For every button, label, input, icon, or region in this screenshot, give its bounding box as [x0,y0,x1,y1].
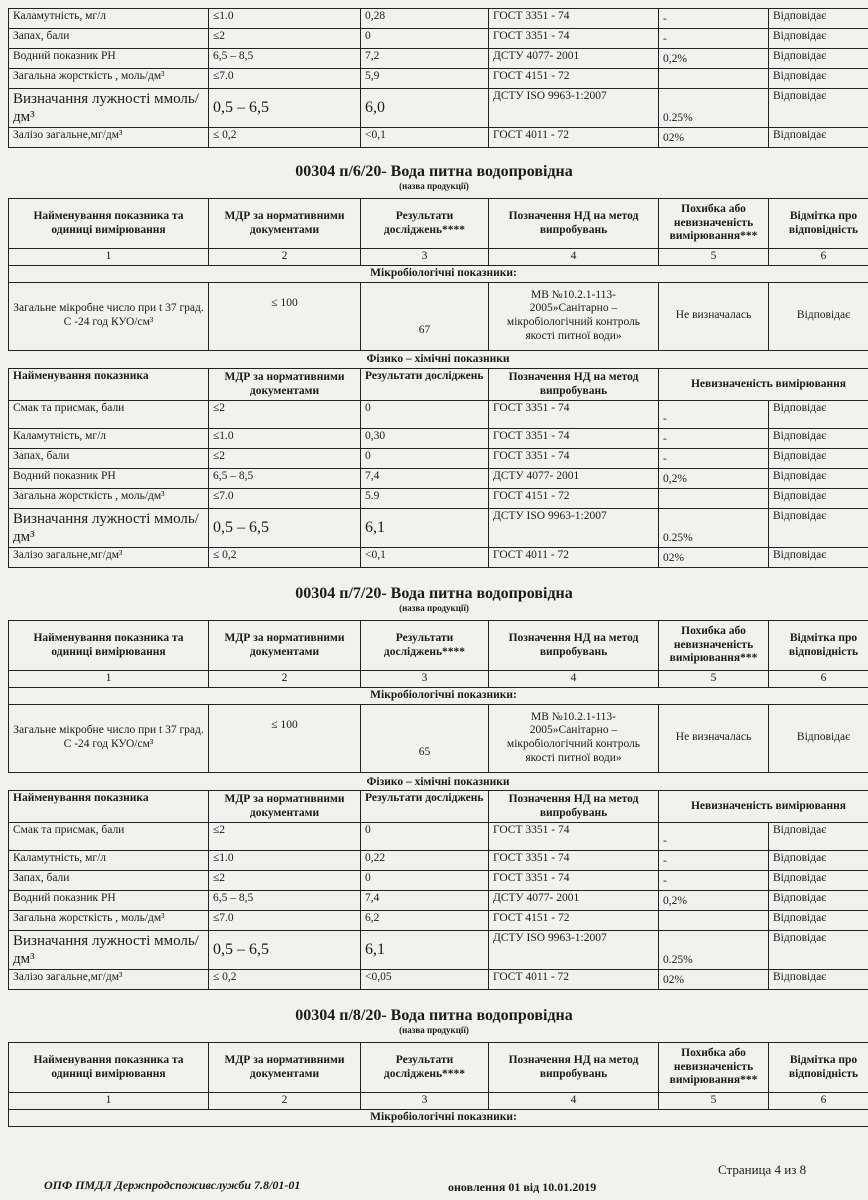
norm-value: 6,5 – 8,5 [209,891,361,911]
col-header-method: Позначення НД на метод випробувань [489,369,659,401]
norm-value: ≤7.0 [209,69,361,89]
phys-table-7 [8,790,868,990]
indicator-name: Каламутність, мг/л [9,429,209,449]
method-code: ГОСТ 4011 - 72 [489,548,659,568]
col-header-mdr: МДР за нормативними документами [209,199,361,249]
col-header-mdr: МДР за нормативними документами [209,1043,361,1093]
product-subtitle-8: (назва продукції) [399,1025,469,1035]
result-value: 6,1 [361,509,489,548]
col-header-name: Найменування показника [9,791,209,823]
uncertainty-value: - [659,449,769,469]
compliance-mark: Відповідає [769,128,868,148]
table-row [9,1093,868,1110]
col-number: 3 [361,1093,489,1110]
method-code: ГОСТ 3351 - 74 [489,29,659,49]
product-subtitle-6: (назва продукції) [399,181,469,191]
table-row [9,1043,868,1093]
table-row [9,970,868,990]
table-row [9,401,868,429]
col-header-result: Результати досліджень**** [361,199,489,249]
col-header-name: Найменування показника та одиниці вимірювання [9,199,209,249]
table-row [9,823,868,851]
result-value: <0,1 [361,548,489,568]
table-row [9,369,868,401]
norm-value: ≤2 [209,29,361,49]
result-value: 6,1 [361,931,489,970]
method-code: ГОСТ 3351 - 74 [489,871,659,891]
norm-value: 0,5 – 6,5 [209,509,361,548]
indicator-name: Загальна жорсткість , моль/дм³ [9,489,209,509]
col-number: 3 [361,249,489,266]
compliance-mark: Відповідає [769,911,868,931]
table-row [9,871,868,891]
col-header-name: Найменування показника та одиниці вимірювання [9,621,209,671]
norm-value: ≤ 100 [209,704,361,772]
col-header-result: Результати досліджень**** [361,621,489,671]
norm-value: ≤7.0 [209,911,361,931]
indicator-name: Загальна жорсткість , моль/дм³ [9,69,209,89]
uncertainty-value: - [659,9,769,29]
col-header-uncertainty: Похибка або невизначеність вимірювання*** [659,621,769,671]
uncertainty-value: 0,2% [659,49,769,69]
method-code: ГОСТ 3351 - 74 [489,823,659,851]
compliance-mark: Відповідає [769,931,868,970]
section-micro-label: Мікробіологічні показники: [9,265,868,282]
main-table-7 [8,620,868,773]
uncertainty-value: - [659,851,769,871]
table-row [9,671,868,688]
result-value: 67 [361,282,489,350]
table-row [9,249,868,266]
col-number: 6 [769,249,868,266]
table-row [9,282,868,350]
result-value: 0 [361,823,489,851]
norm-value: ≤ 0,2 [209,548,361,568]
table-row [9,29,868,49]
result-value: 0,30 [361,429,489,449]
method-code: ГОСТ 3351 - 74 [489,401,659,429]
indicator-name: Запах, бали [9,449,209,469]
table-row [9,199,868,249]
compliance-mark: Відповідає [769,548,868,568]
indicator-name: Запах, бали [9,871,209,891]
col-header-mark: Відмітка про відповідність [769,1043,868,1093]
footer-revision: оновлення 01 від 10.01.2019 [448,1180,597,1194]
top-results-table [8,8,868,148]
compliance-mark: Відповідає [769,704,868,772]
col-number: 5 [659,1093,769,1110]
table-row [9,265,868,282]
compliance-mark: Відповідає [769,449,868,469]
phys-label-6: Фізико – хімічні показники [366,353,510,365]
indicator-name: Запах, бали [9,29,209,49]
product-title-7: 00304 п/7/20- Вода питна водопровідна [295,585,573,602]
table-row [9,791,868,823]
result-value: 0,22 [361,851,489,871]
norm-value: ≤2 [209,823,361,851]
col-header-uncertainty: Похибка або невизначеність вимірювання*** [659,199,769,249]
compliance-mark: Відповідає [769,429,868,449]
table-row [9,489,868,509]
col-header-uncertainty: Невизначеність вимірювання [659,369,868,401]
compliance-mark: Відповідає [769,69,868,89]
method-code: ДСТУ ISO 9963-1:2007 [489,89,659,128]
col-header-mdr: МДР за нормативними документами [209,621,361,671]
result-value: 5.9 [361,489,489,509]
method-code: ГОСТ 3351 - 74 [489,851,659,871]
col-header-uncertainty: Похибка або невизначеність вимірювання*** [659,1043,769,1093]
col-number: 6 [769,1093,868,1110]
indicator-name: Каламутність, мг/л [9,851,209,871]
indicator-name: Водний показник РН [9,469,209,489]
table-row [9,687,868,704]
norm-value: ≤2 [209,401,361,429]
col-header-result: Результати досліджень**** [361,1043,489,1093]
col-header-mark: Відмітка про відповідність [769,199,868,249]
method-code: ГОСТ 4151 - 72 [489,69,659,89]
col-number: 5 [659,671,769,688]
table-row [9,891,868,911]
result-value: <0,1 [361,128,489,148]
method-code: МВ №10.2.1-113-2005»Санітарно – мікробіологічний контроль якості питної води» [489,282,659,350]
col-header-uncertainty: Невизначеність вимірювання [659,791,868,823]
compliance-mark: Відповідає [769,469,868,489]
page-number: Страница 4 из 8 [718,1162,807,1177]
compliance-mark: Відповідає [769,282,868,350]
col-number: 1 [9,671,209,688]
norm-value: 0,5 – 6,5 [209,89,361,128]
col-number: 4 [489,671,659,688]
norm-value: ≤ 0,2 [209,128,361,148]
indicator-name: Залізо загальне,мг/дм³ [9,548,209,568]
uncertainty-value: - [659,871,769,891]
col-header-mdr: МДР за нормативними документами [209,369,361,401]
table-row [9,704,868,772]
table-row [9,469,868,489]
method-code: ГОСТ 4151 - 72 [489,911,659,931]
col-number: 5 [659,249,769,266]
indicator-name: Загальне мікробне число при t 37 град. С -24 год КУО/см³ [9,704,209,772]
section-micro-label: Мікробіологічні показники: [9,1109,868,1126]
indicator-name: Залізо загальне,мг/дм³ [9,970,209,990]
compliance-mark: Відповідає [769,29,868,49]
uncertainty-value: 0.25% [659,89,769,128]
result-value: <0,05 [361,970,489,990]
col-number: 6 [769,671,868,688]
result-value: 0 [361,449,489,469]
result-value: 5,9 [361,69,489,89]
compliance-mark: Відповідає [769,9,868,29]
indicator-name: Каламутність, мг/л [9,9,209,29]
result-value: 0 [361,871,489,891]
method-code: ДСТУ 4077- 2001 [489,891,659,911]
uncertainty-value: 02% [659,128,769,148]
result-value: 0 [361,401,489,429]
indicator-name: Залізо загальне,мг/дм³ [9,128,209,148]
uncertainty-value: 02% [659,548,769,568]
indicator-name: Визначання лужності ммоль/дм³ [9,509,209,548]
norm-value: ≤1.0 [209,9,361,29]
col-header-result: Результати досліджень [361,791,489,823]
uncertainty-value: 0,2% [659,469,769,489]
compliance-mark: Відповідає [769,891,868,911]
col-header-method: Позначення НД на метод випробувань [489,1043,659,1093]
table-row [9,449,868,469]
method-code: ГОСТ 4151 - 72 [489,489,659,509]
col-number: 2 [209,1093,361,1110]
uncertainty-value [659,489,769,509]
result-value: 7,4 [361,891,489,911]
table-row [9,548,868,568]
indicator-name: Визначання лужності ммоль/дм³ [9,89,209,128]
result-value: 0,28 [361,9,489,29]
compliance-mark: Відповідає [769,970,868,990]
table-row [9,931,868,970]
main-table-8 [8,1042,868,1127]
phys-label-7: Фізико – хімічні показники [366,776,510,788]
compliance-mark: Відповідає [769,401,868,429]
uncertainty-value [659,911,769,931]
compliance-mark: Відповідає [769,871,868,891]
method-code: ГОСТ 4011 - 72 [489,128,659,148]
compliance-mark: Відповідає [769,49,868,69]
uncertainty-value: 0.25% [659,509,769,548]
table-row [9,429,868,449]
table-row [9,1109,868,1126]
uncertainty-value: 0,2% [659,891,769,911]
main-table-6 [8,198,868,351]
footer-org: ОПФ ПМДЛ Держпродспоживслужби 7.8/01-01 [44,1178,301,1192]
method-code: ГОСТ 3351 - 74 [489,9,659,29]
compliance-mark: Відповідає [769,489,868,509]
table-row [9,49,868,69]
table-row [9,9,868,29]
col-header-method: Позначення НД на метод випробувань [489,199,659,249]
uncertainty-value: Не визначалась [659,704,769,772]
result-value: 7,4 [361,469,489,489]
indicator-name: Смак та присмак, бали [9,401,209,429]
indicator-name: Водний показник РН [9,49,209,69]
uncertainty-value: - [659,401,769,429]
method-code: ГОСТ 3351 - 74 [489,429,659,449]
compliance-mark: Відповідає [769,89,868,128]
uncertainty-value: - [659,29,769,49]
col-header-mark: Відмітка про відповідність [769,621,868,671]
compliance-mark: Відповідає [769,509,868,548]
method-code: МВ №10.2.1-113-2005»Санітарно – мікробіологічний контроль якості питної води» [489,704,659,772]
result-value: 6,2 [361,911,489,931]
col-number: 4 [489,1093,659,1110]
col-header-method: Позначення НД на метод випробувань [489,621,659,671]
col-number: 1 [9,249,209,266]
method-code: ДСТУ ISO 9963-1:2007 [489,931,659,970]
product-subtitle-7: (назва продукції) [399,603,469,613]
table-row [9,89,868,128]
norm-value: 6,5 – 8,5 [209,49,361,69]
table-row [9,69,868,89]
table-row [9,621,868,671]
col-header-result: Результати досліджень [361,369,489,401]
indicator-name: Загальна жорсткість , моль/дм³ [9,911,209,931]
norm-value: ≤2 [209,449,361,469]
col-number: 1 [9,1093,209,1110]
norm-value: ≤ 0,2 [209,970,361,990]
table-row [9,128,868,148]
method-code: ДСТУ 4077- 2001 [489,49,659,69]
compliance-mark: Відповідає [769,851,868,871]
result-value: 0 [361,29,489,49]
uncertainty-value: 0.25% [659,931,769,970]
norm-value: 6,5 – 8,5 [209,469,361,489]
col-header-name: Найменування показника та одиниці вимірювання [9,1043,209,1093]
norm-value: ≤2 [209,871,361,891]
uncertainty-value: - [659,429,769,449]
table-row [9,851,868,871]
col-header-name: Найменування показника [9,369,209,401]
norm-value: ≤1.0 [209,429,361,449]
uncertainty-value: - [659,823,769,851]
norm-value: 0,5 – 6,5 [209,931,361,970]
compliance-mark: Відповідає [769,823,868,851]
norm-value: ≤ 100 [209,282,361,350]
method-code: ДСТУ ISO 9963-1:2007 [489,509,659,548]
col-number: 4 [489,249,659,266]
table-row [9,509,868,548]
uncertainty-value: Не визначалась [659,282,769,350]
norm-value: ≤1.0 [209,851,361,871]
result-value: 65 [361,704,489,772]
indicator-name: Визначання лужності ммоль/дм³ [9,931,209,970]
product-title-8: 00304 п/8/20- Вода питна водопровідна [295,1007,573,1024]
col-number: 3 [361,671,489,688]
result-value: 7,2 [361,49,489,69]
col-number: 2 [209,671,361,688]
col-header-method: Позначення НД на метод випробувань [489,791,659,823]
indicator-name: Смак та присмак, бали [9,823,209,851]
method-code: ГОСТ 3351 - 74 [489,449,659,469]
indicator-name: Водний показник РН [9,891,209,911]
section-micro-label: Мікробіологічні показники: [9,687,868,704]
phys-table-6 [8,368,868,568]
product-title-6: 00304 п/6/20- Вода питна водопровідна [295,163,573,180]
uncertainty-value [659,69,769,89]
method-code: ДСТУ 4077- 2001 [489,469,659,489]
result-value: 6,0 [361,89,489,128]
col-header-mdr: МДР за нормативними документами [209,791,361,823]
norm-value: ≤7.0 [209,489,361,509]
table-row [9,911,868,931]
col-number: 2 [209,249,361,266]
uncertainty-value: 02% [659,970,769,990]
indicator-name: Загальне мікробне число при t 37 град. С -24 год КУО/см³ [9,282,209,350]
method-code: ГОСТ 4011 - 72 [489,970,659,990]
